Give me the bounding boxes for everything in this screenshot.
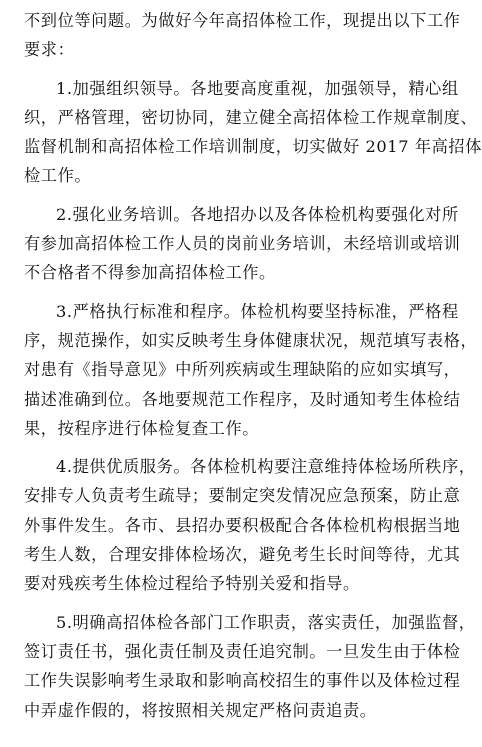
text-line: 2.强化业务培训。各地招办以及各体检机构要强化对所 — [56, 204, 459, 224]
text-line: 工作失误影响考生录取和影响高校招生的事件以及体检过程 — [24, 671, 461, 691]
text-line: 要求： — [24, 40, 75, 60]
text-line: 监督机制和高招体检工作培训制度，切实做好 2017 年高招体 — [24, 137, 482, 157]
text-line: 序，规范操作，如实反映考生身体健康状况，规范填写表格， — [24, 330, 478, 350]
text-line: 不合格者不得参加高招体检工作。 — [24, 263, 276, 283]
paragraph-gap — [24, 443, 468, 452]
text-line: 对患有《指导意见》中所列疾病或生理缺陷的应如实填写， — [24, 360, 461, 380]
text-line: 4.提供优质服务。各体检机构要注意维持体检场所秩序， — [56, 457, 476, 477]
text-line: 1.加强组织领导。各地要高度重视，加强领导，精心组 — [56, 78, 459, 98]
text-line: 要对残疾考生体检过程给予特别关爱和指导。 — [24, 574, 360, 594]
paragraph-gap — [24, 65, 468, 74]
text-line: 中弄虚作假的，将按照相关规定严格问责追责。 — [24, 700, 377, 720]
text-line: 外事件发生。各市、县招办要积极配合各体检机构根据当地 — [24, 515, 461, 535]
text-line: 考生人数，合理安排体检场次，避免考生长时间等待，尤其 — [24, 545, 461, 565]
paragraph-gap — [24, 191, 468, 200]
text-line: 检工作。 — [24, 166, 92, 186]
text-line: 描述准确到位。各地要规范工作程序，及时通知考生体检结 — [24, 389, 461, 409]
text-line: 签订责任书，强化责任制及责任追究制。一旦发生由于体检 — [24, 641, 461, 661]
paragraph-gap — [24, 599, 468, 608]
text-line: 有参加高招体检工作人员的岗前业务培训，未经培训或培训 — [24, 234, 461, 254]
text-line: 5.明确高招体检各部门工作职责，落实责任，加强监督， — [56, 612, 476, 632]
paragraph-gap — [24, 288, 468, 297]
text-line: 果，按程序进行体检复查工作。 — [24, 418, 260, 438]
text-line: 安排专人负责考生疏导；要制定突发情况应急预案，防止意 — [24, 486, 461, 506]
text-line: 不到位等问题。为做好今年高招体检工作，现提出以下工作 — [24, 11, 461, 30]
text-line: 织，严格管理，密切协同，建立健全高招体检工作规章制度、 — [24, 107, 478, 127]
text-line: 3.严格执行标准和程序。体检机构要坚持标准，严格程 — [56, 301, 459, 321]
